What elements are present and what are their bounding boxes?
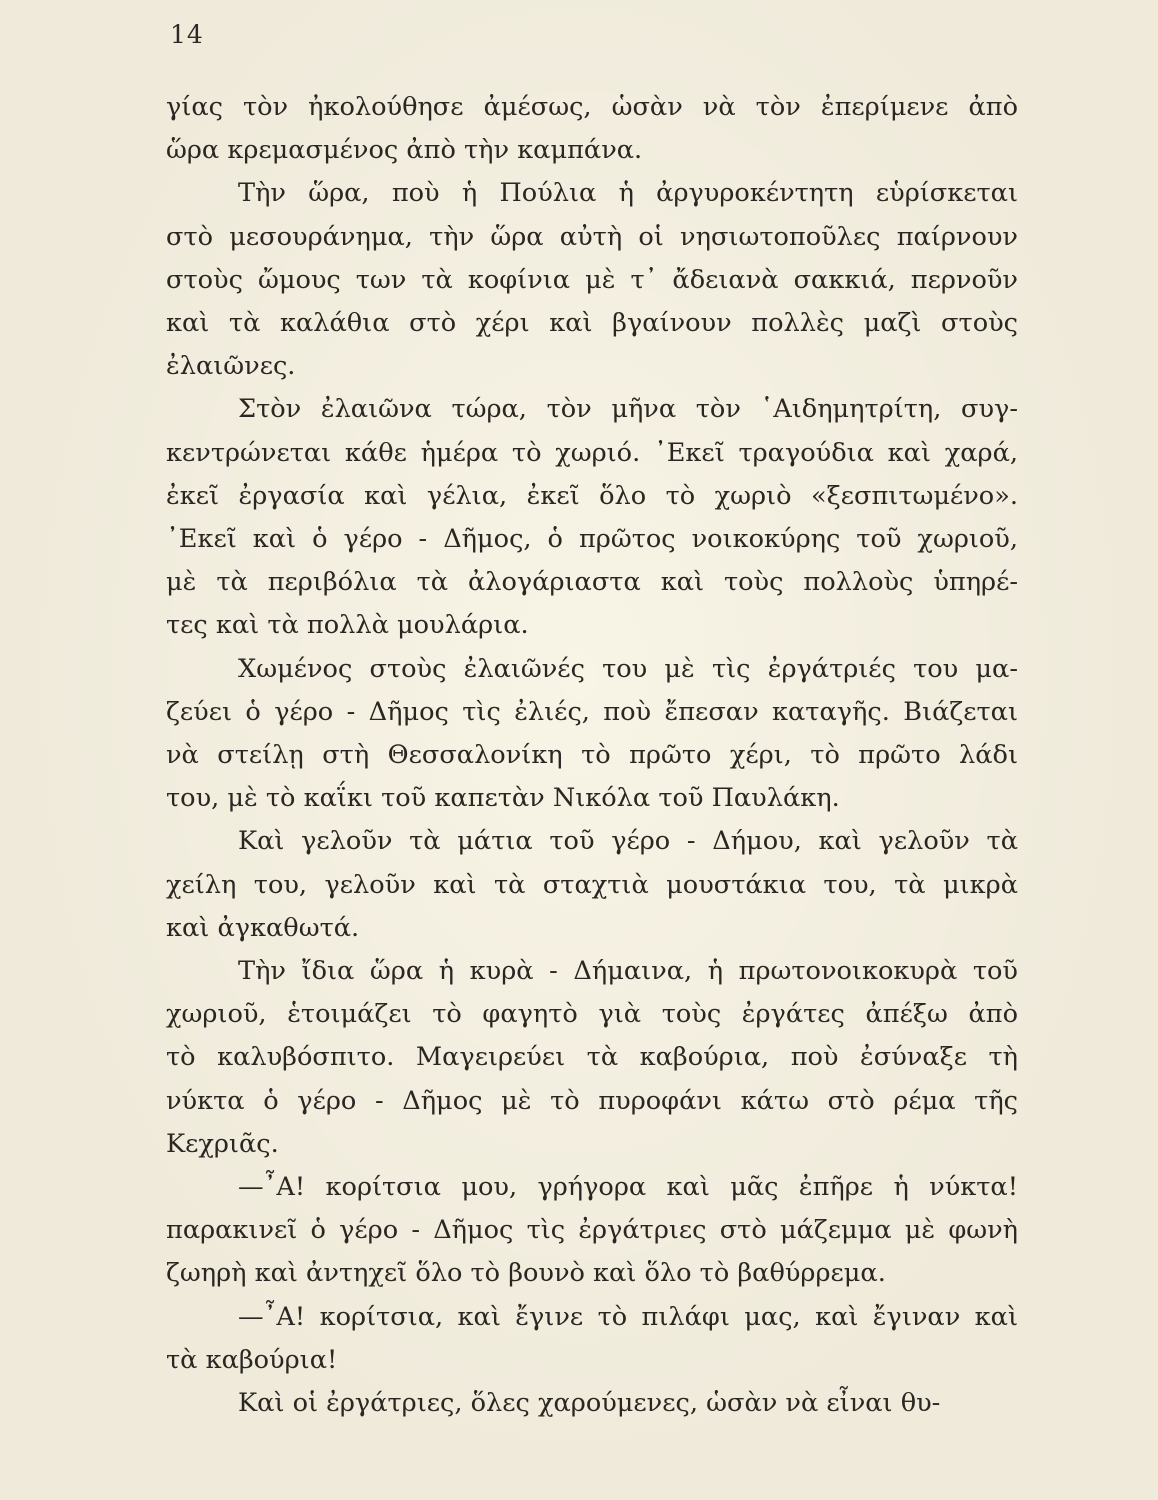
text-line: χείλη του, γελοῦν καὶ τὰ σταχτιὰ μουστάκια του, τὰ μικρὰ [166,869,1018,900]
text-line: ζεύει ὁ γέρο - Δῆμος τὶς ἐλιές, ποὺ ἔπεσαν καταγῆς. Βιάζεται [166,696,1018,727]
text-line: ᾿Εκεῖ καὶ ὁ γέρο - Δῆμος, ὁ πρῶτος νοικοκύρης τοῦ χωριοῦ, [166,524,1018,555]
paragraph [166,172,1018,388]
text-line: τὰ καβούρια! [166,1344,338,1375]
paragraph [166,86,1018,172]
paragraph [166,1382,1018,1425]
text-line: Καὶ γελοῦν τὰ μάτια τοῦ γέρο - Δήμου, καὶ γελοῦν τὰ [238,826,1018,857]
text-line: στὸ μεσουράνημα, τὴν ὥρα αὐτὴ οἱ νησιωτοποῦλες παίρνουν [166,221,1018,252]
text-line: Χωμένος στοὺς ἐλαιῶνές του μὲ τὶς ἐργάτριές του μα- [238,653,1018,684]
text-line: —῏Α! κορίτσια μου, γρήγορα καὶ μᾶς ἐπῆρε ἡ νύκτα! [238,1172,1018,1203]
text-line: Καὶ οἱ ἐργάτριες, ὅλες χαρούμενες, ὡσὰν νὰ εἶναι θυ- [238,1388,941,1419]
text-line: τὸ καλυβόσπιτο. Μαγειρεύει τὰ καβούρια, ποὺ ἐσύναξε τὴ [166,1042,1018,1073]
text-line: κεντρώνεται κάθε ἡμέρα τὸ χωριό. ᾿Εκεῖ τραγούδια καὶ χαρά, [166,437,1018,468]
paragraph [166,1296,1018,1382]
text-line: παρακινεῖ ὁ γέρο - Δῆμος τὶς ἐργάτριες στὸ μάζεμμα μὲ φωνὴ [166,1215,1018,1246]
paragraph [166,388,1018,647]
paragraph [166,648,1018,821]
text-line: ζωηρὴ καὶ ἀντηχεῖ ὅλο τὸ βουνὸ καὶ ὅλο τὸ βαθύρρεμα. [166,1258,886,1289]
text-line: τες καὶ τὰ πολλὰ μουλάρια. [166,610,529,641]
body-text [166,86,1018,1425]
text-line: ἐκεῖ ἐργασία καὶ γέλια, ἐκεῖ ὅλο τὸ χωριὸ «ξεσπιτωμένο». [166,480,1018,511]
text-line: —῏Α! κορίτσια, καὶ ἔγινε τὸ πιλάφι μας, καὶ ἔγιναν καὶ [238,1301,1018,1332]
text-line: ὥρα κρεμασμένος ἀπὸ τὴν καμπάνα. [166,135,643,166]
paragraph [166,820,1018,950]
text-line: καὶ τὰ καλάθια στὸ χέρι καὶ βγαίνουν πολλὲς μαζὶ στοὺς [166,308,1018,339]
text-line: Τὴν ὥρα, ποὺ ἡ Πούλια ἡ ἀργυροκέντητη εὑρίσκεται [238,178,1018,209]
text-line: ἐλαιῶνες. [166,351,296,382]
text-line: καὶ ἀγκαθωτά. [166,912,360,943]
text-line: Κεχριᾶς. [166,1128,279,1159]
paragraph [166,1166,1018,1296]
text-line: νὰ στείλῃ στὴ Θεσσαλονίκη τὸ πρῶτο χέρι, τὸ πρῶτο λάδι [166,740,1018,771]
text-line: χωριοῦ, ἑτοιμάζει τὸ φαγητὸ γιὰ τοὺς ἐργάτες ἀπέξω ἀπὸ [166,999,1018,1030]
text-line: γίας τὸν ἠκολούθησε ἀμέσως, ὡσὰν νὰ τὸν ἐπερίμενε ἀπὸ [166,92,1018,122]
text-line: του, μὲ τὸ καΐκι τοῦ καπετὰν Νικόλα τοῦ Παυλάκη. [166,783,840,814]
paragraph [166,950,1018,1166]
text-line: μὲ τὰ περιβόλια τὰ ἀλογάριαστα καὶ τοὺς πολλοὺς ὑπηρέ- [166,567,1018,598]
text-line: στοὺς ὤμους των τὰ κοφίνια μὲ τ᾿ ἄδειανὰ σακκιά, περνοῦν [166,264,1018,295]
text-line: νύκτα ὁ γέρο - Δῆμος μὲ τὸ πυροφάνι κάτω στὸ ρέμα τῆς [166,1085,1018,1116]
page-number: 14 [170,20,204,49]
text-line: Στὸν ἐλαιῶνα τώρα, τὸν μῆνα τὸν ῾Αιδημητρίτη, συγ- [238,394,1018,425]
text-line: Τὴν ἴδια ὥρα ἡ κυρὰ - Δήμαινα, ἡ πρωτονοικοκυρὰ τοῦ [238,956,1018,987]
